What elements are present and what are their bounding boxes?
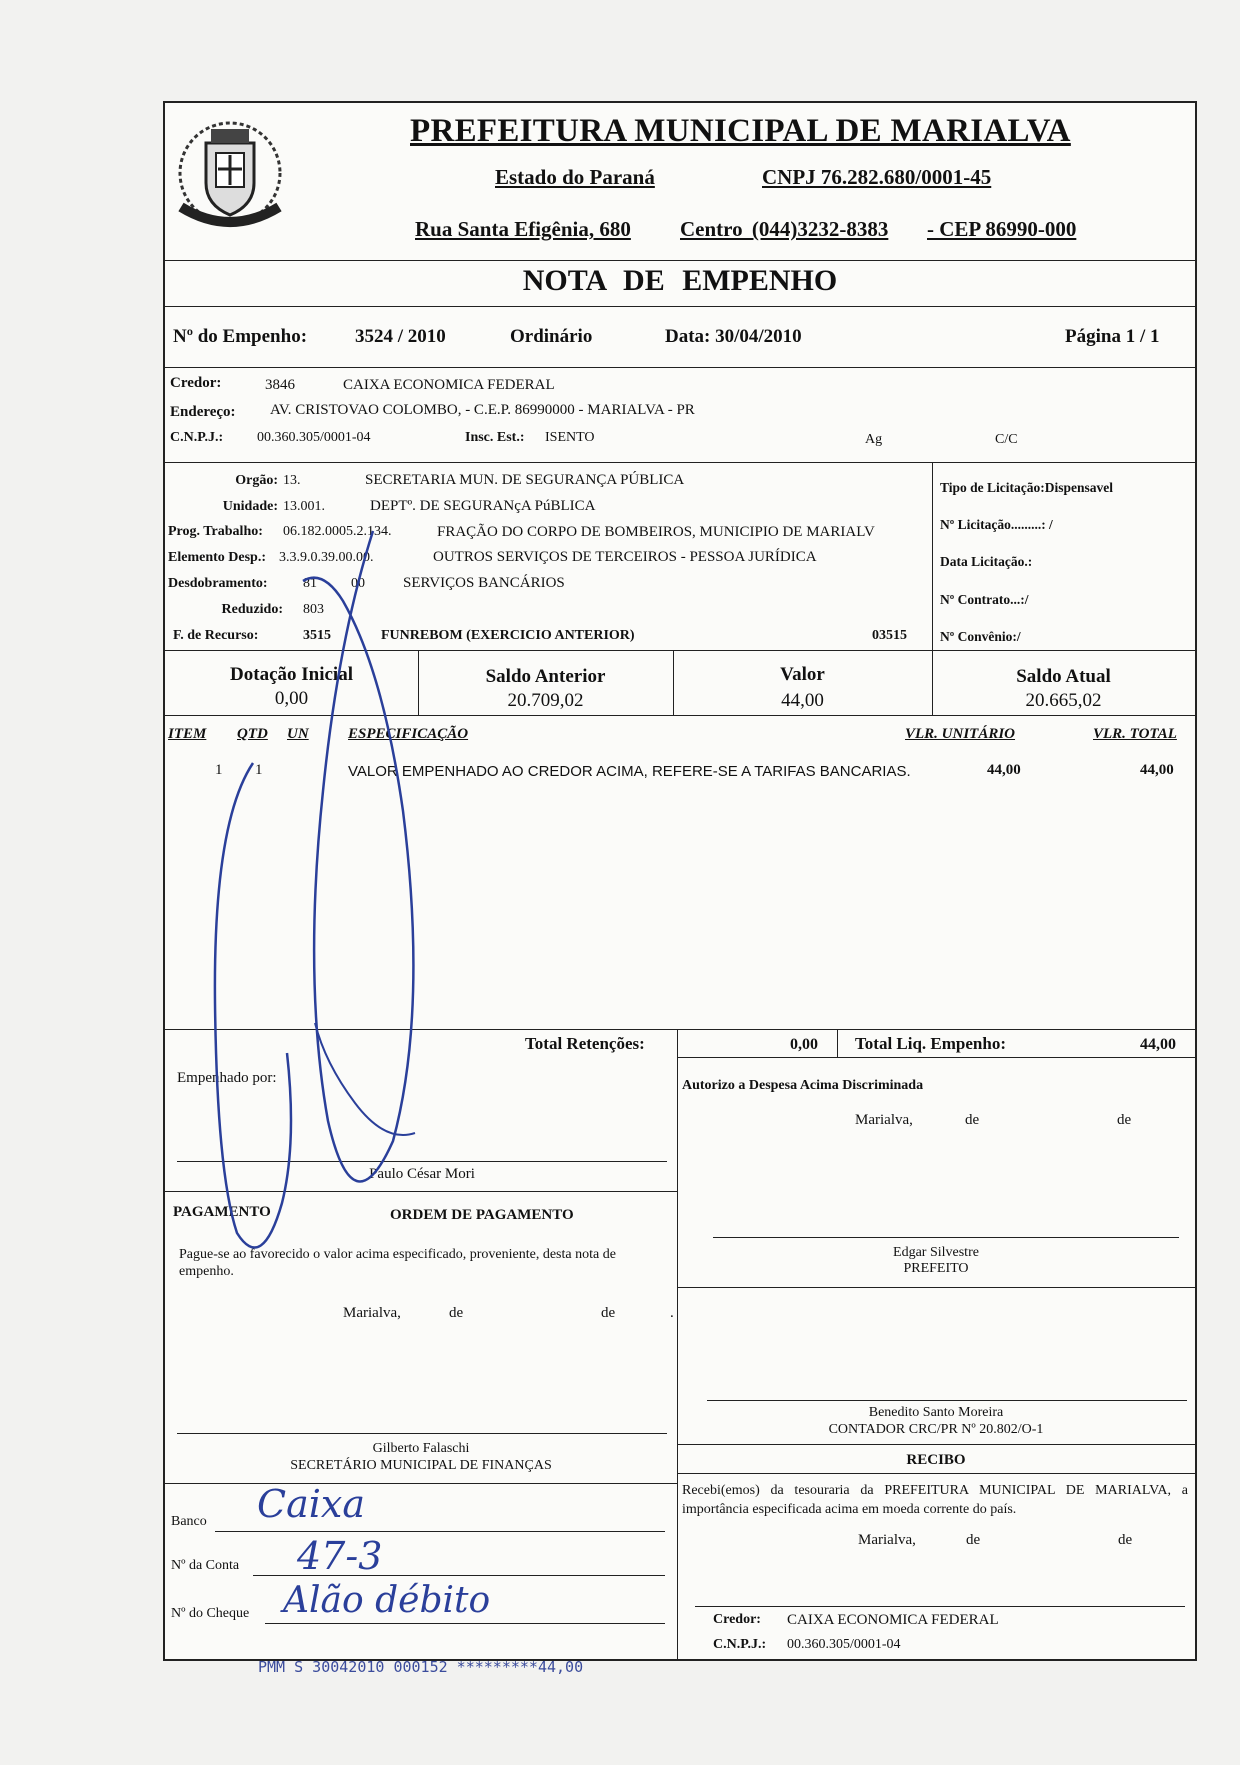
item-description: VALOR EMPENHADO AO CREDOR ACIMA, REFERE-SE A TARIFAS BANCARIAS. — [348, 763, 911, 780]
machine-stamp: PMM S 30042010 000152 *********44,00 — [258, 1658, 584, 1676]
item-total-value: 44,00 — [1140, 762, 1174, 778]
cnpj-label: C.N.P.J.: — [170, 430, 224, 445]
secretario-name: Gilberto Falaschi — [372, 1441, 470, 1456]
unidade-code: 13.001. — [283, 499, 325, 514]
dotacao-inicial-label: Dotação Inicial — [230, 664, 353, 685]
ordem-pagamento-label: ORDEM DE PAGAMENTO — [390, 1207, 574, 1223]
empenho-number-label: Nº do Empenho: — [173, 326, 308, 347]
prog-code: 06.182.0005.2.134. — [283, 524, 392, 539]
banco-handwritten: Caixa — [257, 1482, 365, 1526]
pagamento-text: Pague-se ao favorecido o valor acima especificado, proveniente, desta nota de empenho. — [179, 1247, 616, 1279]
total-retencoes-value: 0,00 — [790, 1036, 818, 1053]
desdobramento-label: Desdobramento: — [168, 576, 268, 591]
credor-label: Credor: — [170, 375, 222, 391]
autorizo-label: Autorizo a Despesa Acima Discriminada — [682, 1078, 924, 1093]
conta-handwritten: 47-3 — [297, 1534, 383, 1578]
unidade-name: DEPTº. DE SEGURANçA PúBLICA — [370, 498, 596, 514]
col-valor-total: VLR. TOTAL — [1093, 726, 1177, 742]
item-unit-value: 44,00 — [987, 762, 1021, 778]
saldo-anterior-value: 20.709,02 — [507, 690, 584, 711]
recibo-place: Marialva, — [858, 1532, 916, 1548]
autorizo-de2: de — [1117, 1112, 1132, 1128]
prog-label: Prog. Trabalho: — [168, 524, 263, 539]
pagamento-label: PAGAMENTO — [173, 1204, 271, 1220]
cheque-label: Nº do Cheque — [171, 1606, 250, 1621]
reduzido-label: Reduzido: — [221, 602, 283, 617]
valor-label: Valor — [780, 664, 825, 685]
page-number: Página 1 / 1 — [1065, 326, 1160, 347]
item-qtd: 1 — [255, 762, 263, 778]
prefeito-role: PREFEITO — [903, 1261, 969, 1276]
pen-signature-scribble — [165, 103, 1195, 1659]
cnpj-header: CNPJ 76.282.680/0001-45 — [762, 165, 992, 189]
col-item: ITEM — [168, 726, 207, 742]
elemento-label: Elemento Desp.: — [168, 550, 266, 565]
conta-label: Nº da Conta — [171, 1558, 240, 1573]
desdobramento-sub: 00 — [351, 576, 365, 591]
pagamento-dot: . — [670, 1305, 674, 1321]
credor-cnpj: 00.360.305/0001-04 — [257, 430, 371, 445]
dotacao-inicial-value: 0,00 — [274, 688, 309, 709]
numero-convenio: Nº Convênio:/ — [940, 629, 1021, 644]
unidade-label: Unidade: — [222, 499, 278, 514]
credor-code: 3846 — [265, 377, 295, 393]
pagamento-de2: de — [601, 1305, 616, 1321]
total-liquido-label: Total Liq. Empenho: — [855, 1034, 1006, 1053]
pagamento-de1: de — [449, 1305, 464, 1321]
numero-licitacao: Nº Licitação.........: / — [940, 517, 1053, 532]
col-valor-unitario: VLR. UNITÁRIO — [905, 726, 1016, 742]
secretario-role: SECRETÁRIO MUNICIPAL DE FINANÇAS — [290, 1458, 552, 1473]
recurso-label: F. de Recurso: — [173, 628, 259, 643]
cep-header: - CEP 86990-000 — [927, 217, 1077, 241]
credor-insc: ISENTO — [545, 430, 595, 445]
pagamento-place: Marialva, — [343, 1305, 401, 1321]
recibo-credor-label: Credor: — [713, 1612, 761, 1627]
banco-label: Banco — [171, 1514, 207, 1529]
state-name: Estado do Paraná — [495, 165, 655, 189]
cc-label: C/C — [995, 432, 1018, 447]
address-header: Rua Santa Efigênia, 680 — [415, 217, 631, 241]
desdobramento-code: 81 — [303, 576, 317, 591]
saldo-atual-value: 20.665,02 — [1025, 690, 1102, 711]
tipo-licitacao: Tipo de Licitação:Dispensavel — [940, 480, 1114, 495]
ag-label: Ag — [865, 432, 883, 447]
cheque-handwritten: Alão débito — [283, 1580, 491, 1621]
reduzido-value: 803 — [303, 602, 324, 617]
desdobramento-name: SERVIÇOS BANCÁRIOS — [403, 575, 565, 591]
recurso-code: 03515 — [872, 628, 907, 643]
orgao-code: 13. — [283, 473, 301, 488]
col-especificacao: ESPECIFICAÇÃO — [348, 726, 469, 742]
total-retencoes-label: Total Retenções: — [525, 1034, 645, 1053]
recibo-credor: CAIXA ECONOMICA FEDERAL — [787, 1612, 999, 1628]
data-licitacao: Data Licitação.: — [940, 554, 1033, 569]
saldo-anterior-label: Saldo Anterior — [485, 666, 606, 687]
prog-name: FRAÇÃO DO CORPO DE BOMBEIROS, MUNICIPIO DE MARIALV — [437, 524, 875, 540]
contador-role: CONTADOR CRC/PR Nº 20.802/O-1 — [828, 1422, 1044, 1437]
contador-name: Benedito Santo Moreira — [868, 1405, 1004, 1420]
recibo-de2: de — [1118, 1532, 1133, 1548]
recurso-value: 3515 — [303, 628, 331, 643]
prefeito-name: Edgar Silvestre — [893, 1245, 979, 1260]
col-qtd: QTD — [237, 726, 268, 742]
autorizo-de1: de — [965, 1112, 980, 1128]
elemento-code: 3.3.9.0.39.00.00. — [279, 550, 374, 565]
endereco-label: Endereço: — [170, 404, 236, 420]
insc-label: Insc. Est.: — [465, 430, 525, 445]
recibo-cnpj-label: C.N.P.J.: — [713, 1637, 767, 1652]
col-un: UN — [287, 726, 309, 742]
recibo-title: RECIBO — [906, 1452, 966, 1468]
empenho-number: 3524 / 2010 — [355, 326, 446, 347]
empenho-date: Data: 30/04/2010 — [665, 326, 802, 347]
empenhado-por-name: Paulo César Mori — [369, 1166, 475, 1182]
empenhado-por-label: Empenhado por: — [177, 1070, 277, 1086]
document-title: NOTA DE EMPENHO — [522, 264, 838, 297]
valor-value: 44,00 — [781, 690, 824, 711]
recibo-cnpj: 00.360.305/0001-04 — [787, 1637, 901, 1652]
total-liquido-value: 44,00 — [1140, 1036, 1176, 1053]
phone-header: Centro (044)3232-8383 — [680, 217, 889, 241]
orgao-name: SECRETARIA MUN. DE SEGURANÇA PÚBLICA — [365, 472, 685, 488]
credor-address: AV. CRISTOVAO COLOMBO, - C.E.P. 86990000 - MARIALVA - PR — [270, 402, 695, 418]
numero-contrato: Nº Contrato...:/ — [940, 592, 1029, 607]
saldo-atual-label: Saldo Atual — [1016, 666, 1111, 687]
municipality-title: PREFEITURA MUNICIPAL DE MARIALVA — [410, 113, 1071, 149]
elemento-name: OUTROS SERVIÇOS DE TERCEIROS - PESSOA JURÍDICA — [433, 549, 817, 565]
item-number: 1 — [215, 762, 223, 778]
recurso-name: FUNREBOM (EXERCICIO ANTERIOR) — [381, 628, 635, 643]
recibo-de1: de — [966, 1532, 981, 1548]
credor-name: CAIXA ECONOMICA FEDERAL — [343, 377, 555, 393]
empenho-type: Ordinário — [510, 326, 593, 347]
nota-de-empenho-document — [163, 101, 1197, 1661]
autorizo-place: Marialva, — [855, 1112, 913, 1128]
orgao-label: Orgão: — [235, 473, 278, 488]
recibo-text: Recebi(emos) da tesouraria da PREFEITURA MUNICIPAL DE MARIALVA, a importância especificada acima em moeda corrente do país. — [682, 1483, 1188, 1517]
